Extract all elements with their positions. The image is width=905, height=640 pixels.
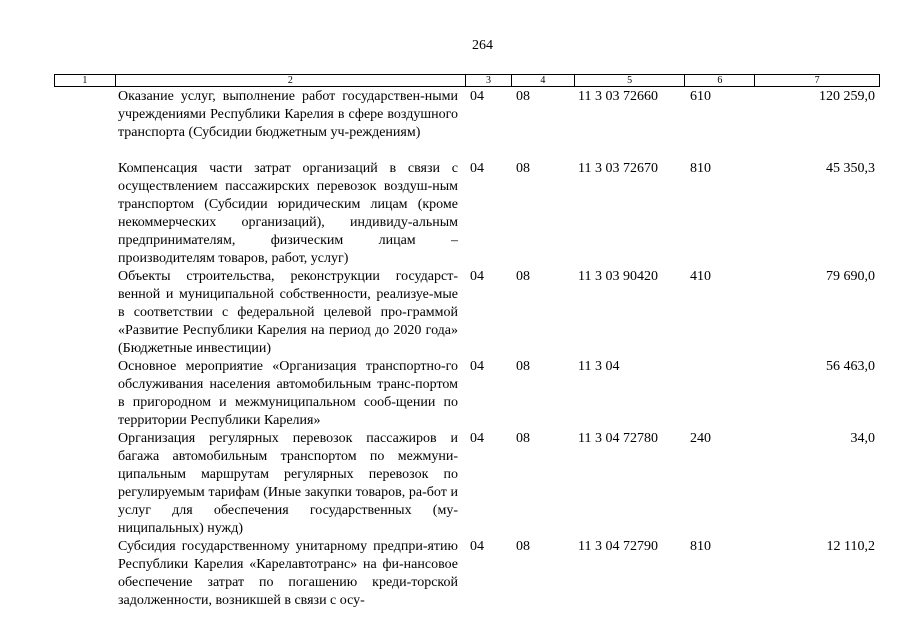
row-subsection: 08: [516, 359, 530, 374]
row-expense-type: 610: [690, 89, 711, 104]
row-amount: 45 350,3: [826, 161, 875, 176]
row-subsection: 08: [516, 89, 530, 104]
column-header-5: 5: [575, 75, 686, 86]
row-expense-type: 240: [690, 431, 711, 446]
row-target-code: 11 3 04 72780: [578, 431, 658, 446]
row-expense-type: 410: [690, 269, 711, 284]
row-amount: 79 690,0: [826, 269, 875, 284]
table-row: [0, 358, 905, 430]
row-section: 04: [470, 359, 484, 374]
table-row: [0, 268, 905, 358]
row-subsection: 08: [516, 539, 530, 554]
row-amount: 12 110,2: [826, 539, 875, 554]
row-description: Объекты строительства, реконструкции государст-венной и муниципальной собственности, реализуе-мые в соответствии с федеральной целевой про-граммой «Развитие Республики Карелия на период до 2020 года» (Бюджетные инвестиции): [118, 269, 458, 356]
column-header-2: 2: [116, 75, 466, 86]
row-subsection: 08: [516, 431, 530, 446]
row-description: Оказание услуг, выполнение работ государствен-ными учреждениями Республики Карелия в сфере воздушного транспорта (Субсидии бюджетным уч-реждениям): [118, 89, 458, 140]
table-row: [0, 430, 905, 538]
table-row: [0, 538, 905, 610]
row-target-code: 11 3 03 72670: [578, 161, 658, 176]
row-description: Компенсация части затрат организаций в связи с осуществлением пассажирских перевозок воздуш-ным транспортом (Субсидии юридическим лицам (кроме некоммерческих организаций), индивиду-альным предпринимателям, физическим лицам – производителям товаров, работ, услуг): [118, 161, 458, 266]
row-target-code: 11 3 03 72660: [578, 89, 658, 104]
row-subsection: 08: [516, 269, 530, 284]
row-section: 04: [470, 89, 484, 104]
column-header-7: 7: [814, 75, 820, 86]
column-header-1: 1: [55, 75, 116, 86]
table-row: [0, 160, 905, 268]
table-header-row: [54, 74, 880, 87]
row-target-code: 11 3 04: [578, 359, 620, 374]
table-row: [0, 88, 905, 160]
row-expense-type: 810: [690, 539, 711, 554]
row-description: Субсидия государственному унитарному предпри-ятию Республики Карелия «Карелавтотранс» на фи-нансовое обеспечение затрат по погашению креди-торской задолженности, возникшей в связи с осу-: [118, 539, 458, 608]
row-section: 04: [470, 539, 484, 554]
row-amount: 56 463,0: [826, 359, 875, 374]
table-body: [0, 88, 905, 610]
row-subsection: 08: [516, 161, 530, 176]
row-amount: 120 259,0: [819, 89, 875, 104]
page-number: 264: [472, 38, 493, 53]
row-expense-type: 810: [690, 161, 711, 176]
row-section: 04: [470, 431, 484, 446]
row-amount: 34,0: [850, 431, 875, 446]
column-header-6: 6: [685, 75, 755, 86]
column-header-4: 4: [512, 75, 575, 86]
row-description: Организация регулярных перевозок пассажиров и багажа автомобильным транспортом по межмуни-ципальным маршрутам регулярных перевозок по регулируемым тарифам (Иные закупки товаров, ра-бот и услуг для обеспечения государственных (му-ниципальных) нужд): [118, 431, 458, 536]
column-header-3: 3: [466, 75, 512, 86]
row-section: 04: [470, 269, 484, 284]
row-description: Основное мероприятие «Организация транспортно-го обслуживания населения автомобильным транс-портом в пригородном и межмуниципальном сооб-щении по территории Республики Карелия»: [118, 359, 458, 428]
row-target-code: 11 3 04 72790: [578, 539, 658, 554]
row-section: 04: [470, 161, 484, 176]
row-target-code: 11 3 03 90420: [578, 269, 658, 284]
